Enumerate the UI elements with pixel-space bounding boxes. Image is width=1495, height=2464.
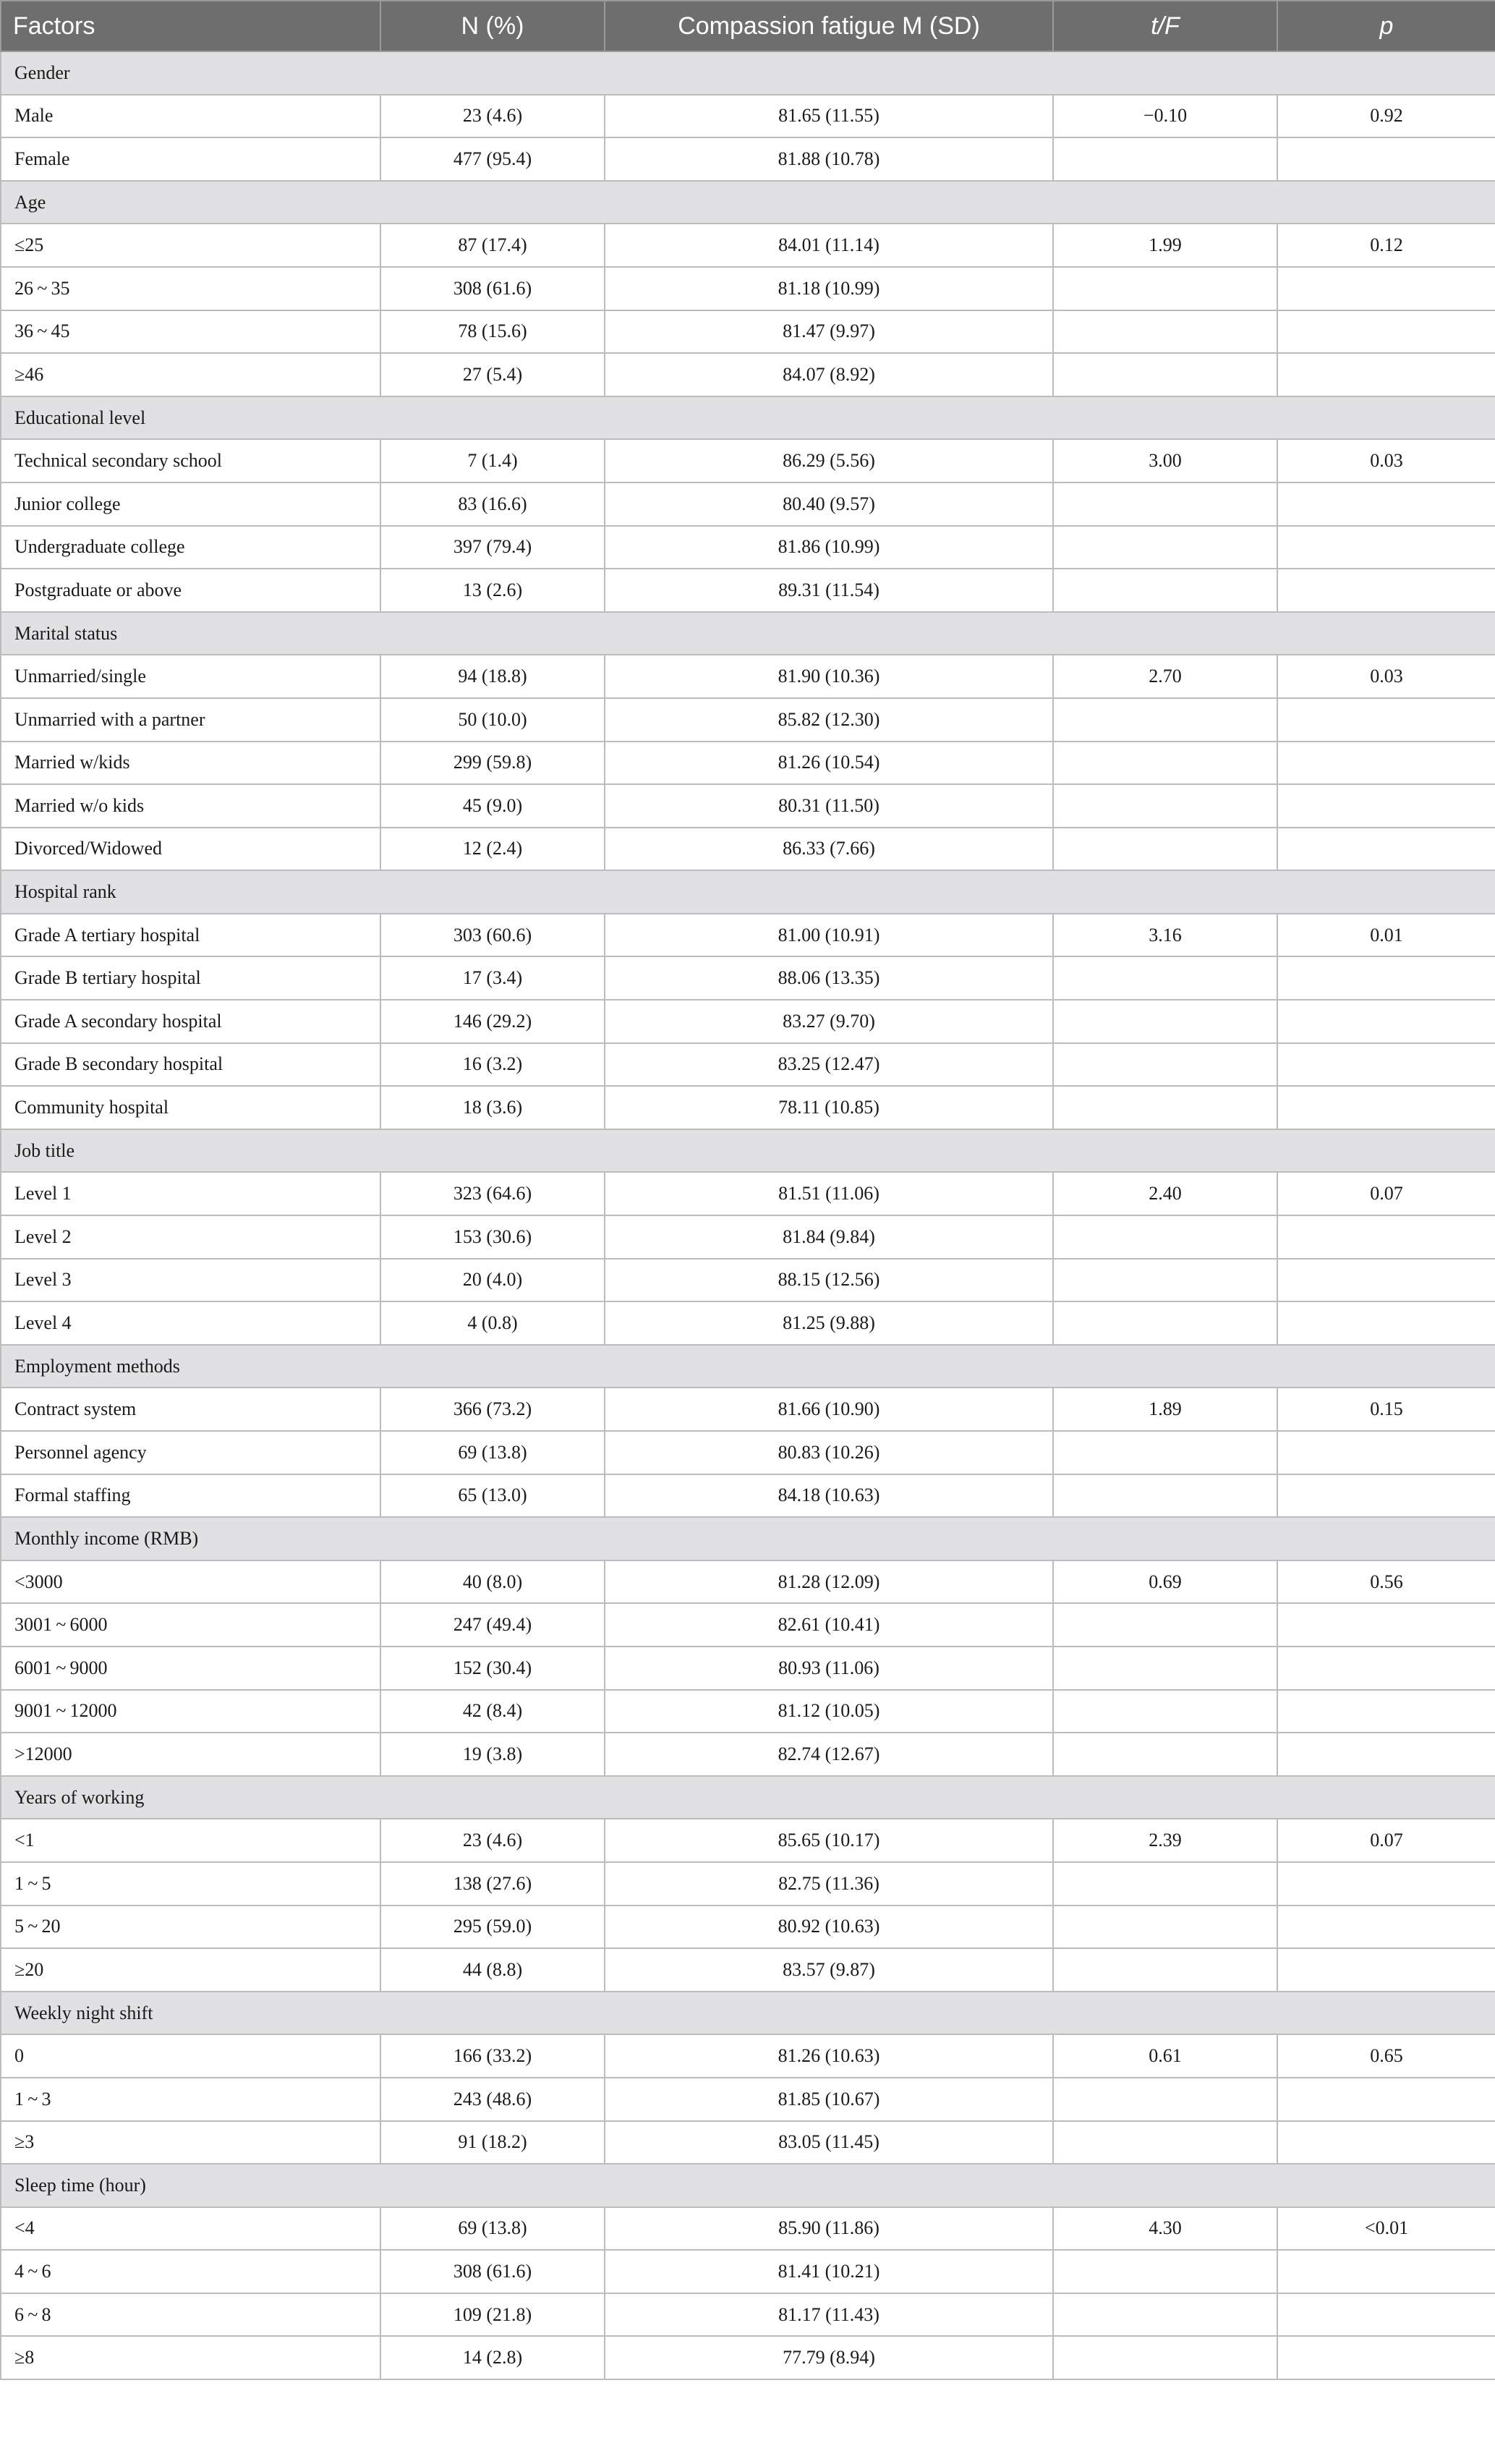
header-n-percent: N (%) [380,1,605,51]
table-row [1,224,1495,267]
group-label: Sleep time (hour) [1,2164,1495,2207]
row-t-f-value [1053,956,1277,1000]
table-row [1,1819,1495,1862]
row-factor-label: 1 ~ 3 [1,2078,380,2121]
table-row [1,742,1495,785]
row-p-value [1277,1906,1495,1949]
group-label: Years of working [1,1776,1495,1819]
group-label: Hospital rank [1,870,1495,914]
row-p-value [1277,1301,1495,1345]
header-compassion-fatigue: Compassion fatigue M (SD) [605,1,1053,51]
table-row [1,1172,1495,1215]
row-p-value: 0.56 [1277,1560,1495,1604]
header-p: p [1277,1,1495,51]
table-row [1,137,1495,181]
row-t-f-value [1053,1474,1277,1518]
row-p-value [1277,526,1495,569]
table-row [1,1259,1495,1302]
row-n-percent: 16 (3.2) [380,1043,605,1087]
row-t-f-value [1053,1215,1277,1259]
group-header-row [1,396,1495,440]
row-mean-sd: 81.66 (10.90) [605,1388,1053,1431]
row-t-f-value [1053,2121,1277,2165]
row-n-percent: 243 (48.6) [380,2078,605,2121]
row-t-f-value [1053,137,1277,181]
row-mean-sd: 85.82 (12.30) [605,698,1053,742]
row-t-f-value: 0.69 [1053,1560,1277,1604]
row-t-f-value: 3.00 [1053,439,1277,483]
row-factor-label: 5 ~ 20 [1,1906,380,1949]
row-mean-sd: 89.31 (11.54) [605,569,1053,612]
table-row [1,353,1495,396]
table-row [1,1388,1495,1431]
row-mean-sd: 81.18 (10.99) [605,267,1053,310]
table-row [1,2034,1495,2078]
row-n-percent: 87 (17.4) [380,224,605,267]
table-row [1,1431,1495,1474]
row-t-f-value [1053,310,1277,354]
row-t-f-value [1053,784,1277,828]
group-header-row [1,1517,1495,1560]
row-n-percent: 65 (13.0) [380,1474,605,1518]
table-row [1,1906,1495,1949]
row-factor-label: Divorced/Widowed [1,828,380,871]
row-mean-sd: 86.33 (7.66) [605,828,1053,871]
row-p-value [1277,1431,1495,1474]
row-t-f-value: 2.40 [1053,1172,1277,1215]
group-header-row [1,1992,1495,2035]
table-row [1,2336,1495,2379]
row-n-percent: 40 (8.0) [380,1560,605,1604]
row-p-value [1277,1000,1495,1043]
row-mean-sd: 81.26 (10.63) [605,2034,1053,2078]
group-label: Educational level [1,396,1495,440]
row-t-f-value [1053,1603,1277,1647]
row-factor-label: 6001 ~ 9000 [1,1647,380,1690]
row-n-percent: 308 (61.6) [380,267,605,310]
table-row [1,698,1495,742]
row-mean-sd: 80.92 (10.63) [605,1906,1053,1949]
row-factor-label: ≥46 [1,353,380,396]
table-row [1,526,1495,569]
row-p-value [1277,1733,1495,1776]
row-mean-sd: 80.31 (11.50) [605,784,1053,828]
row-mean-sd: 81.90 (10.36) [605,655,1053,698]
row-p-value: <0.01 [1277,2207,1495,2251]
table-row [1,267,1495,310]
row-n-percent: 397 (79.4) [380,526,605,569]
row-t-f-value [1053,267,1277,310]
row-t-f-value: 4.30 [1053,2207,1277,2251]
group-header-row [1,612,1495,655]
row-n-percent: 78 (15.6) [380,310,605,354]
row-mean-sd: 84.07 (8.92) [605,353,1053,396]
row-t-f-value [1053,1906,1277,1949]
group-header-row [1,1129,1495,1173]
table-row [1,1603,1495,1647]
table-row [1,914,1495,957]
table-row [1,1862,1495,1906]
row-p-value: 0.07 [1277,1172,1495,1215]
row-factor-label: Grade A tertiary hospital [1,914,380,957]
header-factors: Factors [1,1,380,51]
table-row [1,828,1495,871]
row-factor-label: Unmarried/single [1,655,380,698]
row-t-f-value [1053,353,1277,396]
row-t-f-value [1053,1086,1277,1129]
table-row [1,1690,1495,1733]
row-t-f-value [1053,2336,1277,2379]
table-row [1,2293,1495,2337]
row-n-percent: 303 (60.6) [380,914,605,957]
row-p-value [1277,2121,1495,2165]
row-mean-sd: 85.90 (11.86) [605,2207,1053,2251]
row-n-percent: 20 (4.0) [380,1259,605,1302]
group-header-row [1,1345,1495,1388]
row-n-percent: 477 (95.4) [380,137,605,181]
row-p-value [1277,2250,1495,2293]
table-row [1,1647,1495,1690]
group-label: Weekly night shift [1,1992,1495,2035]
row-t-f-value [1053,1431,1277,1474]
row-n-percent: 94 (18.8) [380,655,605,698]
row-p-value [1277,1474,1495,1518]
row-factor-label: 0 [1,2034,380,2078]
row-factor-label: <3000 [1,1560,380,1604]
row-t-f-value [1053,698,1277,742]
group-header-row [1,2164,1495,2207]
row-factor-label: Level 3 [1,1259,380,1302]
row-n-percent: 138 (27.6) [380,1862,605,1906]
row-n-percent: 23 (4.6) [380,95,605,138]
row-mean-sd: 80.40 (9.57) [605,483,1053,526]
row-n-percent: 153 (30.6) [380,1215,605,1259]
row-t-f-value: 3.16 [1053,914,1277,957]
row-mean-sd: 81.28 (12.09) [605,1560,1053,1604]
row-mean-sd: 81.41 (10.21) [605,2250,1053,2293]
row-factor-label: Undergraduate college [1,526,380,569]
row-factor-label: Level 1 [1,1172,380,1215]
row-mean-sd: 82.75 (11.36) [605,1862,1053,1906]
row-p-value [1277,2293,1495,2337]
row-p-value: 0.03 [1277,655,1495,698]
row-p-value: 0.03 [1277,439,1495,483]
group-header-row [1,870,1495,914]
row-t-f-value [1053,742,1277,785]
row-mean-sd: 80.83 (10.26) [605,1431,1053,1474]
row-p-value [1277,1259,1495,1302]
row-p-value [1277,353,1495,396]
row-mean-sd: 81.86 (10.99) [605,526,1053,569]
row-t-f-value [1053,569,1277,612]
row-n-percent: 18 (3.6) [380,1086,605,1129]
row-n-percent: 14 (2.8) [380,2336,605,2379]
row-mean-sd: 81.12 (10.05) [605,1690,1053,1733]
row-t-f-value [1053,1259,1277,1302]
row-factor-label: <1 [1,1819,380,1862]
row-n-percent: 12 (2.4) [380,828,605,871]
row-p-value [1277,2336,1495,2379]
row-p-value [1277,137,1495,181]
row-mean-sd: 81.00 (10.91) [605,914,1053,957]
row-n-percent: 4 (0.8) [380,1301,605,1345]
row-factor-label: 1 ~ 5 [1,1862,380,1906]
table-row [1,2207,1495,2251]
row-mean-sd: 84.01 (11.14) [605,224,1053,267]
row-p-value [1277,742,1495,785]
row-factor-label: 36 ~ 45 [1,310,380,354]
table-row [1,1733,1495,1776]
group-label: Age [1,181,1495,224]
row-factor-label: 26 ~ 35 [1,267,380,310]
row-mean-sd: 81.84 (9.84) [605,1215,1053,1259]
table-row [1,95,1495,138]
row-factor-label: 3001 ~ 6000 [1,1603,380,1647]
table-body [1,51,1495,2379]
row-p-value [1277,698,1495,742]
row-mean-sd: 81.85 (10.67) [605,2078,1053,2121]
row-mean-sd: 81.25 (9.88) [605,1301,1053,1345]
row-t-f-value [1053,2250,1277,2293]
row-n-percent: 295 (59.0) [380,1906,605,1949]
row-p-value [1277,784,1495,828]
row-n-percent: 42 (8.4) [380,1690,605,1733]
row-n-percent: 50 (10.0) [380,698,605,742]
row-t-f-value [1053,1948,1277,1992]
row-n-percent: 69 (13.8) [380,1431,605,1474]
header-row [1,1,1495,51]
row-factor-label: ≥20 [1,1948,380,1992]
row-mean-sd: 88.15 (12.56) [605,1259,1053,1302]
group-label: Marital status [1,612,1495,655]
row-mean-sd: 81.17 (11.43) [605,2293,1053,2337]
row-p-value: 0.92 [1277,95,1495,138]
row-factor-label: Grade B secondary hospital [1,1043,380,1087]
row-n-percent: 23 (4.6) [380,1819,605,1862]
row-n-percent: 7 (1.4) [380,439,605,483]
row-n-percent: 17 (3.4) [380,956,605,1000]
row-t-f-value: −0.10 [1053,95,1277,138]
row-factor-label: 4 ~ 6 [1,2250,380,2293]
row-p-value: 0.15 [1277,1388,1495,1431]
row-n-percent: 299 (59.8) [380,742,605,785]
table-row [1,1474,1495,1518]
row-t-f-value: 1.99 [1053,224,1277,267]
row-p-value: 0.07 [1277,1819,1495,1862]
row-factor-label: ≥8 [1,2336,380,2379]
table-row [1,784,1495,828]
row-p-value [1277,569,1495,612]
row-p-value [1277,1690,1495,1733]
group-header-row [1,1776,1495,1819]
row-factor-label: Level 2 [1,1215,380,1259]
row-t-f-value [1053,828,1277,871]
table-row [1,1043,1495,1087]
row-p-value [1277,310,1495,354]
row-factor-label: Grade B tertiary hospital [1,956,380,1000]
table-row [1,2121,1495,2165]
row-p-value [1277,1647,1495,1690]
header-t-f: t/F [1053,1,1277,51]
row-factor-label: Female [1,137,380,181]
row-factor-label: Grade A secondary hospital [1,1000,380,1043]
table-row [1,310,1495,354]
row-factor-label: Level 4 [1,1301,380,1345]
row-p-value [1277,1603,1495,1647]
row-mean-sd: 82.61 (10.41) [605,1603,1053,1647]
row-mean-sd: 81.65 (11.55) [605,95,1053,138]
row-p-value [1277,1862,1495,1906]
row-t-f-value [1053,1043,1277,1087]
row-factor-label: <4 [1,2207,380,2251]
row-p-value [1277,1043,1495,1087]
row-factor-label: Married w/kids [1,742,380,785]
table-row [1,1560,1495,1604]
row-n-percent: 44 (8.8) [380,1948,605,1992]
row-n-percent: 146 (29.2) [380,1000,605,1043]
group-label: Employment methods [1,1345,1495,1388]
row-mean-sd: 83.57 (9.87) [605,1948,1053,1992]
table-row [1,1215,1495,1259]
row-t-f-value [1053,526,1277,569]
row-factor-label: Unmarried with a partner [1,698,380,742]
row-n-percent: 45 (9.0) [380,784,605,828]
group-label: Gender [1,51,1495,95]
row-mean-sd: 86.29 (5.56) [605,439,1053,483]
row-p-value [1277,1086,1495,1129]
row-factor-label: Junior college [1,483,380,526]
row-mean-sd: 82.74 (12.67) [605,1733,1053,1776]
row-mean-sd: 83.27 (9.70) [605,1000,1053,1043]
row-n-percent: 91 (18.2) [380,2121,605,2165]
row-p-value: 0.65 [1277,2034,1495,2078]
table-row [1,2250,1495,2293]
row-p-value [1277,1215,1495,1259]
row-factor-label: Married w/o kids [1,784,380,828]
row-n-percent: 19 (3.8) [380,1733,605,1776]
row-factor-label: Postgraduate or above [1,569,380,612]
row-t-f-value [1053,1862,1277,1906]
row-mean-sd: 78.11 (10.85) [605,1086,1053,1129]
row-mean-sd: 84.18 (10.63) [605,1474,1053,1518]
row-factor-label: 6 ~ 8 [1,2293,380,2337]
row-factor-label: Male [1,95,380,138]
group-header-row [1,51,1495,95]
table-row [1,1086,1495,1129]
row-factor-label: Technical secondary school [1,439,380,483]
row-n-percent: 308 (61.6) [380,2250,605,2293]
table-row [1,655,1495,698]
row-n-percent: 323 (64.6) [380,1172,605,1215]
table-row [1,1000,1495,1043]
row-mean-sd: 80.93 (11.06) [605,1647,1053,1690]
row-factor-label: ≥3 [1,2121,380,2165]
row-n-percent: 13 (2.6) [380,569,605,612]
row-n-percent: 152 (30.4) [380,1647,605,1690]
table-row [1,569,1495,612]
table-row [1,1301,1495,1345]
row-mean-sd: 81.51 (11.06) [605,1172,1053,1215]
row-n-percent: 247 (49.4) [380,1603,605,1647]
row-n-percent: 166 (33.2) [380,2034,605,2078]
row-t-f-value [1053,1647,1277,1690]
table-row [1,2078,1495,2121]
row-n-percent: 27 (5.4) [380,353,605,396]
row-factor-label: 9001 ~ 12000 [1,1690,380,1733]
row-mean-sd: 77.79 (8.94) [605,2336,1053,2379]
row-mean-sd: 83.25 (12.47) [605,1043,1053,1087]
row-n-percent: 69 (13.8) [380,2207,605,2251]
row-p-value [1277,2078,1495,2121]
row-p-value: 0.12 [1277,224,1495,267]
row-p-value [1277,483,1495,526]
table-row [1,483,1495,526]
row-mean-sd: 81.47 (9.97) [605,310,1053,354]
table-row [1,956,1495,1000]
row-n-percent: 83 (16.6) [380,483,605,526]
table-header [1,1,1495,51]
row-t-f-value [1053,483,1277,526]
row-p-value [1277,267,1495,310]
row-factor-label: >12000 [1,1733,380,1776]
table-row [1,439,1495,483]
row-mean-sd: 85.65 (10.17) [605,1819,1053,1862]
row-factor-label: Contract system [1,1388,380,1431]
row-mean-sd: 81.88 (10.78) [605,137,1053,181]
row-factor-label: ≤25 [1,224,380,267]
row-n-percent: 109 (21.8) [380,2293,605,2337]
table-row [1,1948,1495,1992]
row-t-f-value [1053,1690,1277,1733]
row-p-value [1277,1948,1495,1992]
row-t-f-value: 2.70 [1053,655,1277,698]
row-t-f-value [1053,1733,1277,1776]
row-t-f-value [1053,1301,1277,1345]
row-t-f-value [1053,1000,1277,1043]
group-label: Job title [1,1129,1495,1173]
row-t-f-value [1053,2293,1277,2337]
row-factor-label: Community hospital [1,1086,380,1129]
group-label: Monthly income (RMB) [1,1517,1495,1560]
row-factor-label: Personnel agency [1,1431,380,1474]
row-n-percent: 366 (73.2) [380,1388,605,1431]
row-p-value [1277,828,1495,871]
row-t-f-value: 1.89 [1053,1388,1277,1431]
group-header-row [1,181,1495,224]
row-p-value: 0.01 [1277,914,1495,957]
row-t-f-value [1053,2078,1277,2121]
row-t-f-value: 0.61 [1053,2034,1277,2078]
row-t-f-value: 2.39 [1053,1819,1277,1862]
row-mean-sd: 88.06 (13.35) [605,956,1053,1000]
row-mean-sd: 81.26 (10.54) [605,742,1053,785]
row-mean-sd: 83.05 (11.45) [605,2121,1053,2165]
row-p-value [1277,956,1495,1000]
row-factor-label: Formal staffing [1,1474,380,1518]
